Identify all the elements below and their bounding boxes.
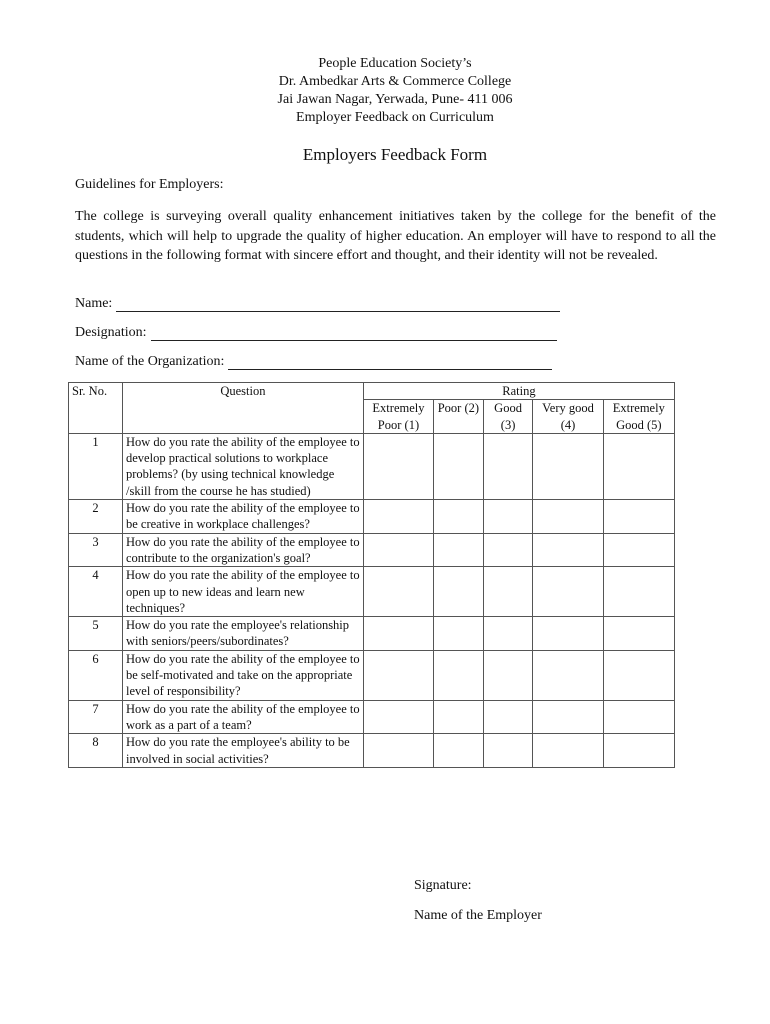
rating-cell[interactable] [603,500,674,534]
rating-option-extremely-poor: Extremely Poor (1) [363,400,433,434]
rating-cell[interactable] [363,734,433,768]
row-question: How do you rate the ability of the employee to be creative in workplace challenges? [123,500,364,534]
society-name: People Education Society’s [318,56,472,71]
rating-cell[interactable] [533,700,603,734]
rating-cell[interactable] [434,533,484,567]
rating-cell[interactable] [533,533,603,567]
rating-option-extremely-good: Extremely Good (5) [603,400,674,434]
rating-cell[interactable] [363,433,433,499]
intro-paragraph: The college is surveying overall quality enhancement initiatives taken by the college for the benefit of the students, which will help to upgrade the quality of higher education. An employer will have to respond to all the questions in the following format with sincere effort and thought, and their identity will not be revealed. [75,209,716,263]
row-sr-no: 5 [69,617,123,651]
rating-cell[interactable] [603,433,674,499]
rating-cell[interactable] [434,617,484,651]
row-question: How do you rate the ability of the employee to be self-motivated and take on the appropriate level of responsibility? [123,650,364,700]
college-address: Jai Jawan Nagar, Yerwada, Pune- 411 006 [277,92,513,107]
table-row [69,700,675,734]
rating-header: Rating [363,383,674,400]
rating-cell[interactable] [483,734,533,768]
sr-no-header: Sr. No. [69,383,123,434]
row-question: How do you rate the ability of the employee to develop practical solutions to workplace problems? (by using technical knowledge /skill from the course he has studied) [123,433,364,499]
rating-cell[interactable] [603,567,674,617]
row-question: How do you rate the ability of the employee to open up to new ideas and learn new techniques? [123,567,364,617]
organization-label: Name of the Organization: [75,354,225,369]
rating-cell[interactable] [434,650,484,700]
table-row [69,433,675,499]
rating-cell[interactable] [363,533,433,567]
rating-cell[interactable] [434,734,484,768]
form-title: Employers Feedback Form [302,145,488,164]
rating-cell[interactable] [363,617,433,651]
row-sr-no: 8 [69,734,123,768]
row-question: How do you rate the ability of the employee to work as a part of a team? [123,700,364,734]
rating-cell[interactable] [483,533,533,567]
table-row [69,650,675,700]
rating-cell[interactable] [434,567,484,617]
rating-cell[interactable] [533,500,603,534]
college-name: Dr. Ambedkar Arts & Commerce College [278,74,512,89]
rating-option-very-good: Very good (4) [533,400,603,434]
rating-cell[interactable] [363,650,433,700]
rating-cell[interactable] [603,700,674,734]
rating-cell[interactable] [483,500,533,534]
rating-cell[interactable] [363,567,433,617]
document-subtitle: Employer Feedback on Curriculum [296,110,494,125]
row-sr-no: 2 [69,500,123,534]
rating-cell[interactable] [603,734,674,768]
rating-cell[interactable] [533,734,603,768]
table-row [69,617,675,651]
row-question: How do you rate the employee's ability to be involved in social activities? [123,734,364,768]
designation-field[interactable] [75,325,557,341]
signature-label: Signature: [414,878,472,893]
table-row [69,734,675,768]
rating-cell[interactable] [434,500,484,534]
name-input-line[interactable] [116,297,560,312]
name-label: Name: [75,296,113,311]
rating-option-good: Good (3) [483,400,533,434]
rating-cell[interactable] [434,700,484,734]
rating-cell[interactable] [363,500,433,534]
row-sr-no: 4 [69,567,123,617]
rating-cell[interactable] [533,567,603,617]
feedback-table [68,382,675,768]
rating-cell[interactable] [483,700,533,734]
rating-cell[interactable] [603,650,674,700]
table-row [69,533,675,567]
rating-cell[interactable] [603,533,674,567]
rating-cell[interactable] [533,617,603,651]
guidelines-heading: Guidelines for Employers: [75,177,224,192]
row-sr-no: 7 [69,700,123,734]
row-sr-no: 6 [69,650,123,700]
row-question: How do you rate the ability of the employee to contribute to the organization's goal? [123,533,364,567]
row-sr-no: 1 [69,433,123,499]
designation-input-line[interactable] [151,326,557,341]
rating-cell[interactable] [533,650,603,700]
organization-input-line[interactable] [228,355,552,370]
rating-cell[interactable] [483,650,533,700]
rating-cell[interactable] [533,433,603,499]
employer-name-label: Name of the Employer [414,908,542,923]
organization-field[interactable] [75,354,552,370]
designation-label: Designation: [75,325,147,340]
rating-cell[interactable] [363,700,433,734]
rating-option-poor: Poor (2) [434,400,484,434]
table-row [69,500,675,534]
table-row [69,567,675,617]
rating-cell[interactable] [483,617,533,651]
rating-cell[interactable] [603,617,674,651]
rating-cell[interactable] [483,567,533,617]
rating-cell[interactable] [434,433,484,499]
question-header: Question [123,383,364,434]
name-field[interactable] [75,296,560,312]
college-header [0,55,770,127]
row-question: How do you rate the employee's relationship with seniors/peers/subordinates? [123,617,364,651]
rating-cell[interactable] [483,433,533,499]
row-sr-no: 3 [69,533,123,567]
